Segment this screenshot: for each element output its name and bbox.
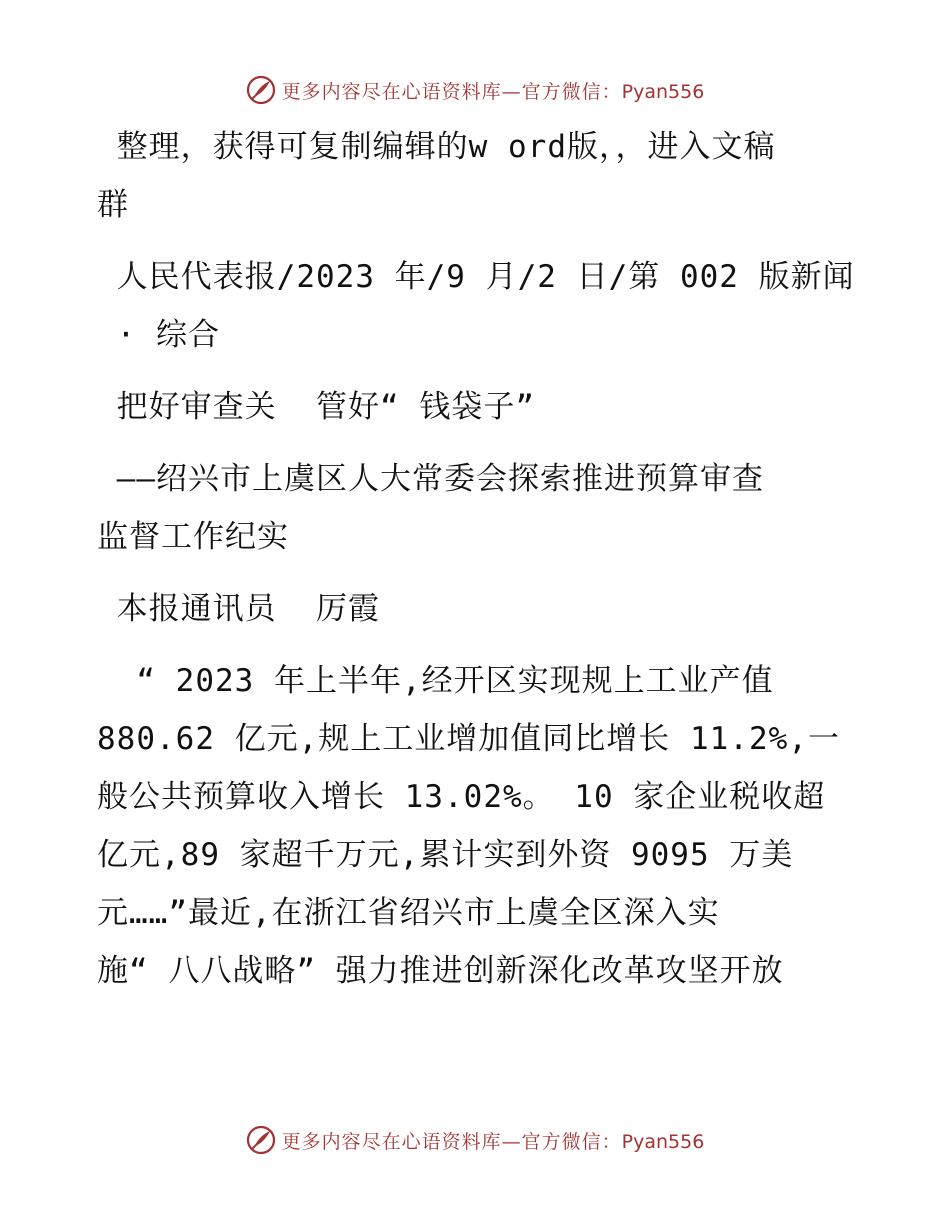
intro-line-2: 群 [97,187,129,223]
body-line-3: 般公共预算收入增长 13.02%。 10 家企业税收超 [97,779,826,815]
body-line-2: 880.62 亿元,规上工业增加值同比增长 11.2%,一 [97,721,840,757]
footer-banner [0,1120,950,1160]
byline: 本报通讯员 厉霞 [97,591,380,627]
header-banner [0,70,950,110]
source-line-1: 人民代表报/2023 年/9 月/2 日/第 002 版新闻 [97,259,855,295]
quill-logo-icon [246,1125,276,1155]
quill-logo-icon [246,75,276,105]
banner-text: 更多内容尽在心语资料库—官方微信：Pyan556 [281,1130,705,1153]
subtitle-line-1: ——绍兴市上虞区人大常委会探索推进预算审查 [97,461,764,497]
source-line-2: · 综合 [97,317,220,353]
wechat-id: Pyan556 [621,80,705,103]
document-body [97,118,857,1000]
wechat-id: Pyan556 [621,1130,705,1153]
subtitle-line-2: 监督工作纪实 [97,519,289,555]
body-line-1: “ 2023 年上半年,经开区实现规上工业产值 [97,663,774,699]
headline: 把好审查关 管好“ 钱袋子” [97,389,535,425]
intro-line-1: 整理，获得可复制编辑的w ord版，，进入文稿 [97,129,776,165]
banner-text: 更多内容尽在心语资料库—官方微信：Pyan556 [281,80,705,103]
body-line-6: 施“ 八八战略” 强力推进创新深化改革攻坚开放 [97,953,784,989]
body-line-5: 元……”最近,在浙江省绍兴市上虞全区深入实 [97,895,720,931]
body-line-4: 亿元,89 家超千万元,累计实到外资 9095 万美 [97,837,794,873]
